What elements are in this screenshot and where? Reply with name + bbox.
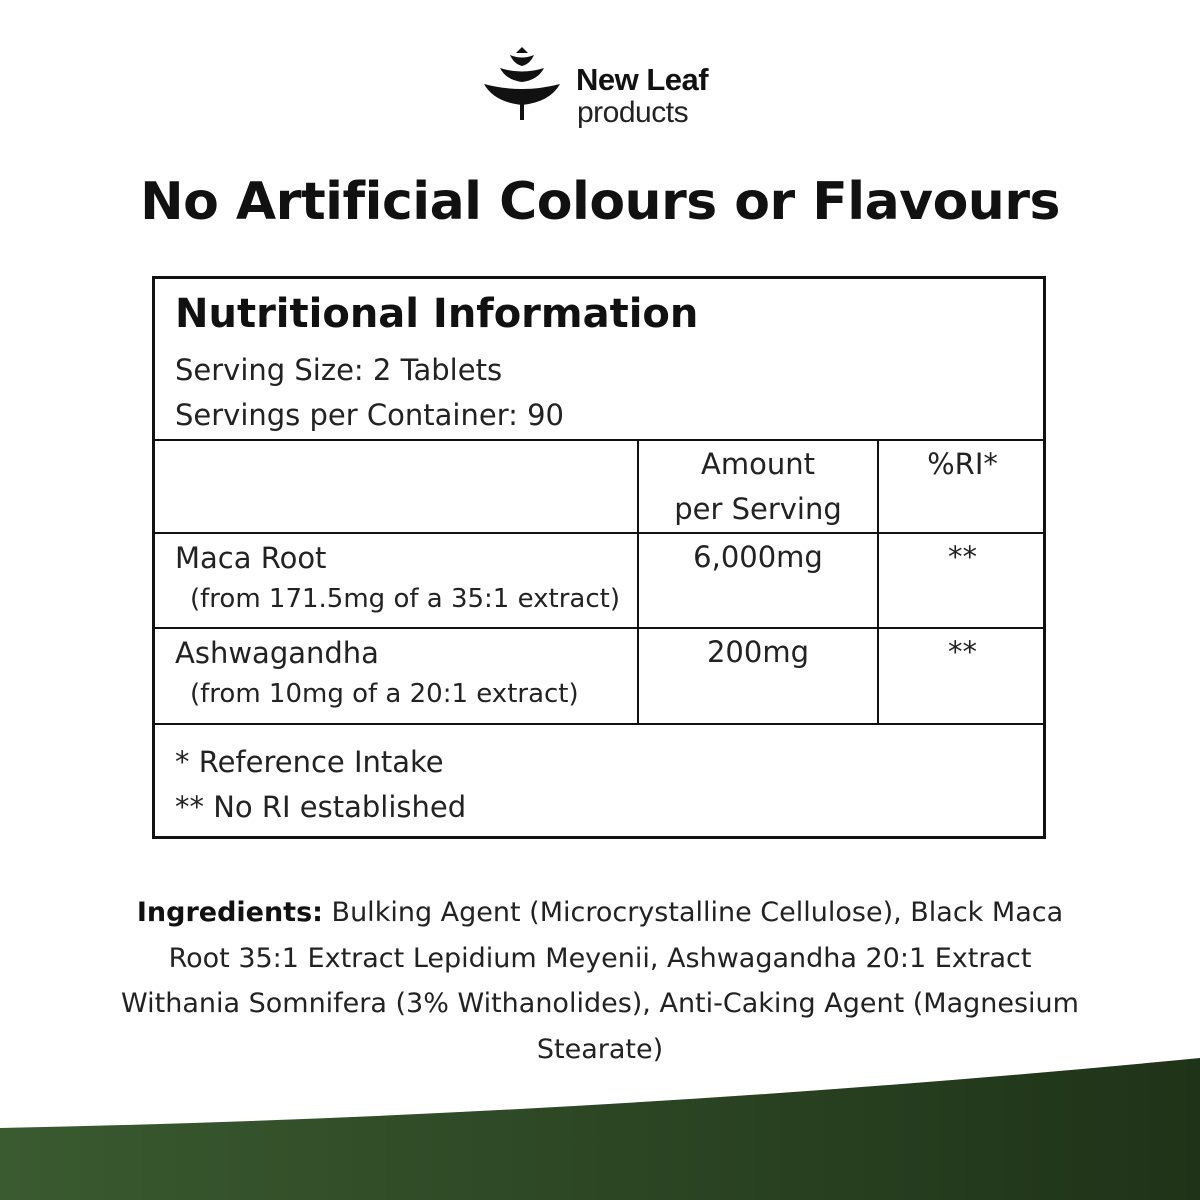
brand-tagline: products — [577, 96, 689, 129]
nutrition-title: Nutritional Information — [175, 291, 699, 337]
footer-wave — [0, 1050, 1200, 1200]
ingredients-text — [110, 890, 1090, 1072]
footnote-ri: * Reference Intake — [175, 745, 444, 779]
nutrient-name: Ashwagandha — [175, 636, 379, 670]
nutrient-amount: 200mg — [706, 635, 809, 669]
table-divider — [155, 532, 1046, 534]
table-divider — [155, 439, 1046, 441]
nutrient-ri: ** — [948, 540, 977, 574]
brand-name: New Leaf — [576, 62, 709, 97]
ri-header: %RI* — [927, 447, 998, 481]
nutrient-source: (from 10mg of a 20:1 extract) — [190, 679, 579, 709]
table-divider — [155, 723, 1046, 725]
footer-wave-shape — [0, 1058, 1200, 1200]
ingredients-label: Ingredients: — [136, 897, 323, 928]
nutrition-panel — [152, 276, 1046, 839]
nutrient-amount: 6,000mg — [693, 540, 823, 574]
footnote-no-ri: ** No RI established — [175, 790, 467, 824]
brand-logo — [480, 44, 740, 134]
serving-size: Serving Size: 2 Tablets — [175, 353, 503, 387]
servings-per-container: Servings per Container: 90 — [175, 398, 564, 432]
ingredients-list: Bulking Agent (Microcrystalline Cellulose), Black Maca Root 35:1 Extract Lepidium Meyenii, Ashwagandha 20:1 Extract Withania Somnifera (3% Withanolides), Anti-Caking Agent (Magnesium Stearate) — [121, 897, 1079, 1065]
table-divider — [155, 627, 1046, 629]
nutrient-source: (from 171.5mg of a 35:1 extract) — [190, 584, 620, 614]
page-headline: No Artificial Colours or Flavours — [140, 172, 1060, 232]
amount-header-line1: Amount — [701, 447, 815, 481]
nutrient-name: Maca Root — [175, 541, 327, 575]
leaf-stack-icon — [480, 44, 564, 128]
nutrient-ri: ** — [948, 635, 977, 669]
amount-header — [639, 442, 877, 532]
amount-header-line2: per Serving — [674, 492, 842, 526]
